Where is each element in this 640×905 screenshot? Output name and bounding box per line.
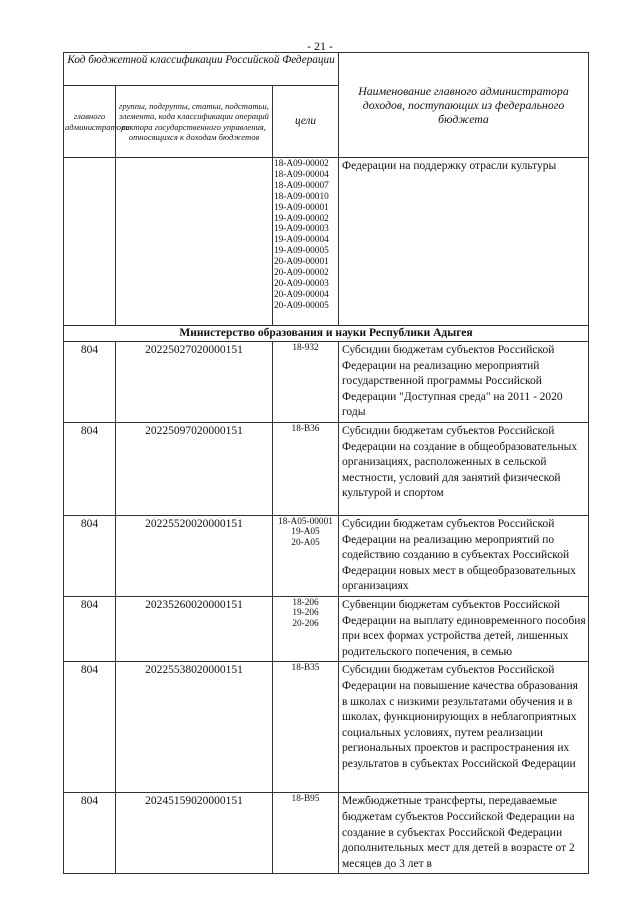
goal-codes [273,422,339,515]
revenue-name: Межбюджетные трансферты, передаваемые бюджетам субъектов Российской Федерации на создание в субъектах Российской Федерации дополнительных мест для детей в возрасте от 2 месяцев до 3 лет в [339,793,589,874]
goal-code: 20-А09-00004 [274,289,329,300]
table-row [64,662,589,793]
goal-code: 19-А09-00002 [274,213,329,224]
header-classification-code: Код бюджетной классификации Российской Федерации [64,53,339,86]
header-groups: группы, подгруппы, статьи, подстатьи, элемента, кода классификации операций сектора государственного управления, относящихся к доходам бюджетов [116,86,273,158]
continuation-goal-codes [273,158,339,326]
budget-classification-table [63,52,589,874]
goal-codes [273,662,339,793]
goal-code: 19-А09-00003 [274,224,329,235]
table-row [64,515,589,596]
goal-code: 18-932 [292,343,319,353]
table-row [64,422,589,515]
budget-code: 20225027020000151 [116,342,273,423]
budget-code: 20225538020000151 [116,662,273,793]
goal-code: 18-А09-00007 [274,180,329,191]
goal-code: 20-А05 [291,537,320,548]
header-admin: главного администратора [64,86,116,158]
continuation-text: Федерации на поддержку отрасли культуры [339,158,589,326]
budget-code: 20235260020000151 [116,596,273,661]
goal-code: 20-А09-00003 [274,278,329,289]
budget-code: 20245159020000151 [116,793,273,874]
goal-code: 20-А09-00005 [274,300,329,311]
goal-codes [273,515,339,596]
table-row [64,342,589,423]
goal-code: 18-206 [292,597,319,608]
goal-codes [273,793,339,874]
goal-code: 18-В95 [291,794,320,805]
header-admin-name: Наименование главного администратора доходов, поступающих из федерального бюджета [339,53,589,158]
table-row [64,793,589,874]
budget-code: 20225097020000151 [116,422,273,515]
revenue-name: Субсидии бюджетам субъектов Российской Федерации на повышение качества образования в школах с низкими результатами обучения и в школах, функционирующих в неблагоприятных социальных условиях, путем реализации региональных проектов и распространения их результатов в субъектах Российской Федерации [339,662,589,793]
continuation-row [64,158,589,326]
goal-code: 19-206 [292,608,319,619]
goal-code: 19-А09-00001 [274,202,329,213]
page-number: - 21 - [307,39,333,53]
goal-codes [273,596,339,661]
goal-code: 18-В36 [291,423,320,434]
admin-code: 804 [64,793,116,874]
goal-code: 19-А05 [291,527,320,538]
revenue-name: Субвенции бюджетам субъектов Российской Федерации на выплату единовременного пособия при всех формах устройства детей, лишенных родительского попечения, в семью [339,596,589,661]
revenue-name: Субсидии бюджетам субъектов Российской Федерации на реализацию мероприятий по содействию созданию в субъектах Российской Федерации новых мест в общеобразовательных организациях [339,515,589,596]
budget-code: 20225520020000151 [116,515,273,596]
admin-code: 804 [64,515,116,596]
goal-code: 18-А09-00010 [274,191,329,202]
goal-code: 18-А09-00004 [274,169,329,180]
goal-code: 20-А09-00001 [274,257,329,268]
section-title: Министерство образования и науки Республики Адыгея [64,326,589,342]
admin-code: 804 [64,422,116,515]
admin-code: 804 [64,596,116,661]
goal-code: 19-А09-00004 [274,235,329,246]
goal-code: 19-А09-00005 [274,246,329,257]
header-goal: цели [273,86,339,158]
goal-codes [273,342,339,423]
revenue-name: Субсидии бюджетам субъектов Российской Федерации на реализацию мероприятий государственной программы Российской Федерации "Доступная среда" на 2011 - 2020 годы [339,342,589,423]
admin-code: 804 [64,662,116,793]
goal-code: 20-206 [292,618,319,629]
goal-code: 18-А09-00002 [274,159,329,169]
goal-code: 20-А09-00002 [274,268,329,279]
table-row [64,596,589,661]
admin-code: 804 [64,342,116,423]
goal-code: 18-В35 [291,663,320,674]
goal-code: 18-А05-00001 [278,516,333,527]
revenue-name: Субсидии бюджетам субъектов Российской Федерации на создание в общеобразовательных организациях, расположенных в сельской местности, условий для занятий физической культурой и спортом [339,422,589,515]
